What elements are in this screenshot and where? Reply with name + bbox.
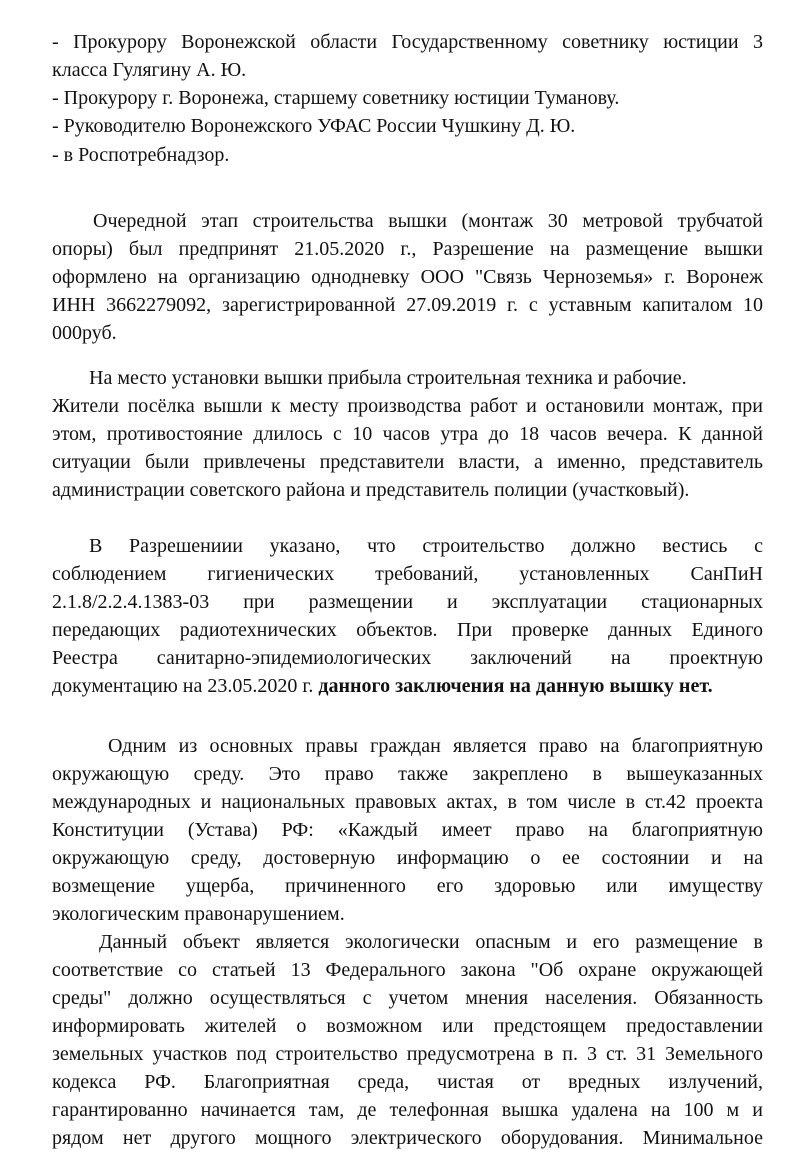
paragraph-line: администрации советского района и представитель полиции (участковый). — [52, 479, 690, 501]
paragraph-line: Реестра санитарно-эпидемиологических заключений на проектную — [52, 647, 763, 669]
paragraph-line: оформлено на организацию однодневку ООО "Связь Черноземья» г. Воронеж — [52, 266, 763, 288]
paragraph-line: Жители посёлка вышли к месту производства работ и остановили монтаж, при — [52, 395, 763, 417]
paragraph-line: 2.1.8/2.2.4.1383-03 при размещении и эксплуатации стационарных — [52, 591, 763, 613]
paragraph-line: среды" должно осуществляться с учетом мнения населения. Обязанность — [52, 987, 763, 1009]
paragraph-line — [52, 673, 763, 700]
paragraph-line: передающих радиотехнических объектов. При проверке данных Единого — [52, 619, 763, 641]
paragraph-line: гарантированно начинается там, де телефонная вышка удалена на 100 м и — [52, 1099, 763, 1121]
paragraph-text: документацию на 23.05.2020 г. — [52, 675, 314, 697]
paragraph-line: Очередной этап строительства вышки (монтаж 30 метровой трубчатой — [93, 210, 763, 232]
paragraph-line: ИНН 3662279092, зарегистрированной 27.09.2019 г. с уставным капиталом 10 — [52, 294, 763, 316]
addressee-line: - Руководителю Воронежского УФАС России Чушкину Д. Ю. — [52, 115, 576, 137]
paragraph-line: В Разрешениии указано, что строительство должно вестись с — [89, 535, 763, 557]
addressee-line: класса Гулягину А. Ю. — [52, 59, 247, 81]
paragraph-line: земельных участков под строительство предусмотрена в п. 3 ст. 31 Земельного — [52, 1043, 763, 1065]
paragraph-line: Данный объект является экологически опасным и его размещение в — [99, 931, 763, 953]
addressee-line: - Прокурору Воронежской области Государственному советнику юстиции 3 — [52, 31, 763, 53]
paragraph-line: соответствие со статьей 13 Федерального закона "Об охране окружающей — [52, 959, 763, 981]
paragraph-line: возмещение ущерба, причиненного его здоровью или имуществу — [52, 875, 763, 897]
paragraph-line: кодекса РФ. Благоприятная среда, чистая от вредных излучений, — [52, 1071, 763, 1093]
paragraph-line: окружающую среду. Это право также закреплено в вышеуказанных — [52, 763, 763, 785]
paragraph-line: информировать жителей о возможном или предстоящем предоставлении — [52, 1015, 763, 1037]
paragraph-line: Одним из основных правы граждан является право на благоприятную — [108, 735, 763, 757]
paragraph-line: соблюдением гигиенических требований, установленных СанПиН — [52, 563, 763, 585]
addressee-line: - в Роспотребнадзор. — [52, 144, 230, 166]
paragraph-line: этом, противостояние длилось с 10 часов утра до 18 часов вечера. К данной — [52, 423, 763, 445]
paragraph-line: экологическим правонарушением. — [52, 903, 345, 925]
paragraph-line: опоры) был предпринят 21.05.2020 г., Разрешение на размещение вышки — [52, 238, 763, 260]
paragraph-line: ситуации были привлечены представители власти, а именно, представитель — [52, 451, 763, 473]
addressee-line: - Прокурору г. Воронежа, старшему советнику юстиции Туманову. — [52, 87, 620, 109]
paragraph-line: Конституции (Устава) РФ: «Каждый имеет право на благоприятную — [52, 819, 763, 841]
paragraph-line: международных и национальных правовых актах, в том числе в ст.42 проекта — [52, 791, 763, 813]
paragraph-line: окружающую среду, достоверную информацию о ее состоянии и на — [52, 847, 763, 869]
paragraph-line: 000руб. — [52, 322, 117, 344]
emphasized-text: данного заключения на данную вышку нет. — [318, 675, 713, 697]
paragraph-line: рядом нет другого мощного электрического оборудования. Минимальное — [52, 1127, 763, 1149]
paragraph-line: На место установки вышки прибыла строительная техника и рабочие. — [89, 367, 687, 389]
